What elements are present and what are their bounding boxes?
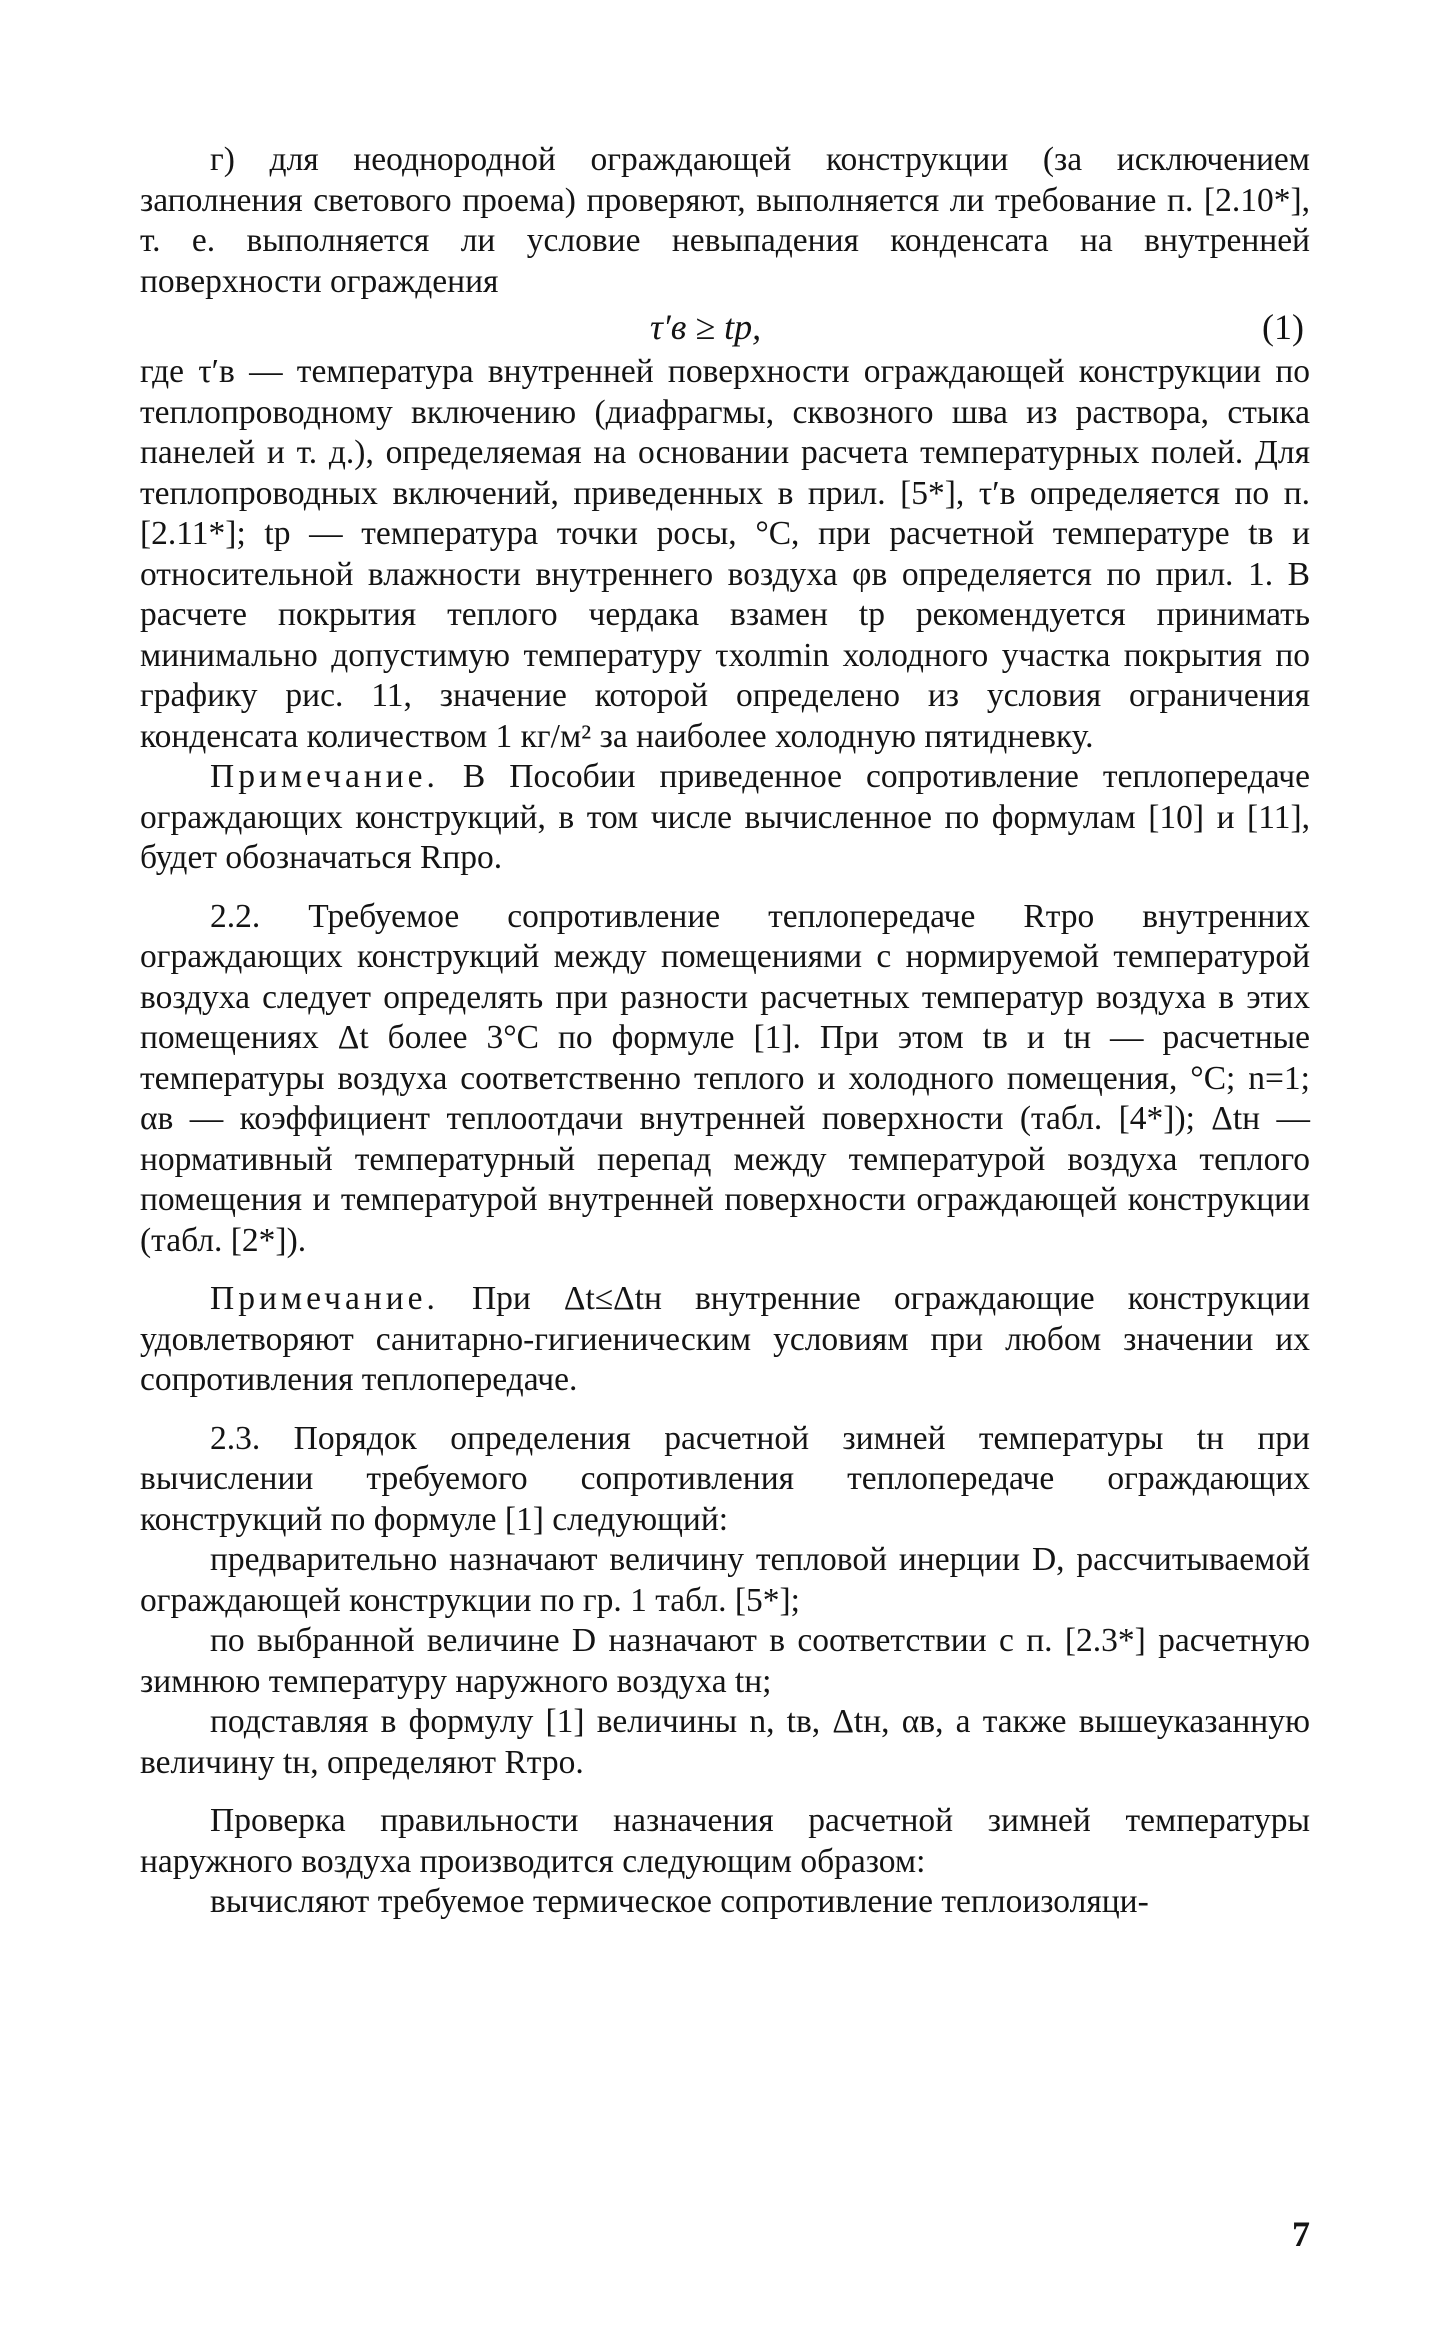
formula-expression: τ′в ≥ tр,: [650, 307, 762, 347]
step-1: предварительно назначают величину тепловой инерции D, рассчитываемой ограждающей конструкции по гр. 1 табл. [5*];: [140, 1541, 1310, 1619]
paragraph-condensation-check: г) для неоднородной ограждающей конструкции (за исключением заполнения светового проема) проверяют, выполняется ли требование п. [2.10*], т. е. выполняется ли условие невыпадения конденсата на внутренней поверхности ограждения: [140, 141, 1310, 300]
note-2-label: Примечание.: [210, 1280, 439, 1317]
note-1: [140, 757, 1310, 879]
step-3: подставляя в формулу [1] величины n, tв, Δtн, αв, а также вышеуказанную величину tн, определяют Rтрo.: [140, 1703, 1310, 1781]
paragraph-verification: Проверка правильности назначения расчетной зимней температуры наружного воздуха производится следующим образом:: [140, 1802, 1310, 1880]
formula-number: (1): [1262, 307, 1304, 347]
step-2: по выбранной величине D назначают в соответствии с п. [2.3*] расчетную зимнюю температуру наружного воздуха tн;: [140, 1622, 1310, 1700]
paragraph-definitions: где τ′в — температура внутренней поверхности ограждающей конструкции по теплопроводному включению (диафрагмы, сквозного шва из раствора, стыка панелей и т. д.), определяемая на основании расчета температурных полей. Для теплопроводных включений, приведенных в прил. [5*], τ′в определяется по п. [2.11*]; tр — температура точки росы, °C, при расчетной температуре tв и относительной влажности внутреннего воздуха φв определяется по прил. 1. В расчете покрытия теплого чердака взамен tр рекомендуется принимать минимально допустимую температуру τхолmin холодного участка покрытия по графику рис. 11, значение которой определено из условия ограничения конденсата количеством 1 кг/м² за наиболее холодную пятидневку.: [140, 353, 1310, 755]
paragraph-last-line: вычисляют требуемое термическое сопротивление теплоизоляци-: [210, 1883, 1149, 1920]
page-number: 7: [1292, 2214, 1310, 2254]
paragraph-2-3: 2.3. Порядок определения расчетной зимней температуры tн при вычислении требуемого сопротивления теплопередаче ограждающих конструкций по формуле [1] следующий:: [140, 1419, 1310, 1538]
note-1-text: В Пособии приведенное сопротивление теплопередаче ограждающих конструкций, в том числе вычисленное по формулам [10] и [11], будет обозначаться Rпрo.: [140, 758, 1311, 876]
page-body: [140, 140, 1310, 1923]
note-1-label: Примечание.: [210, 758, 439, 795]
paragraph-2-2: 2.2. Требуемое сопротивление теплопередаче Rтрo внутренних ограждающих конструкций между помещениями с нормируемой температурой воздуха следует определять при разности расчетных температур воздуха в этих помещениях Δt более 3°C по формуле [1]. При этом tв и tн — расчетные температуры воздуха соответственно теплого и холодного помещения, °C; n=1; αв — коэффициент теплоотдачи внутренней поверхности (табл. [4*]); Δtн — нормативный температурный перепад между температурой воздуха теплого помещения и температурой внутренней поверхности ограждающей конструкции (табл. [2*]).: [140, 897, 1310, 1259]
note-2: [140, 1279, 1310, 1401]
note-2-text: При Δt≤Δtн внутренние ограждающие конструкции удовлетворяют санитарно-гигиеническим условиям при любом значении их сопротивления теплопередаче.: [140, 1280, 1310, 1398]
formula-1: [140, 302, 1310, 352]
